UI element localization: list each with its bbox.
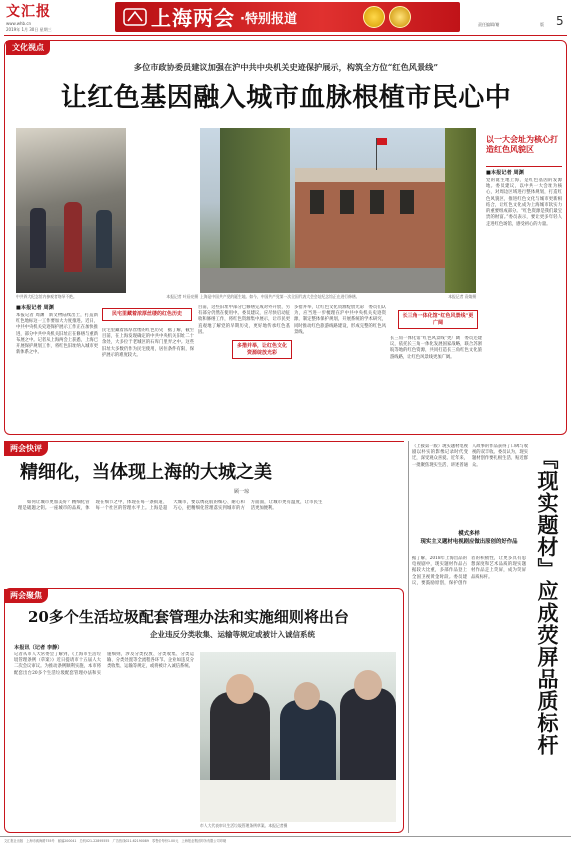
commentary-headline: 精细化，当体现上海的大城之美 (20, 462, 272, 483)
right-column-divider (408, 441, 409, 833)
newspaper-logo: 文汇报 (6, 4, 51, 20)
page-number: 5 (556, 14, 564, 28)
culture-headline: 让红色基因融入城市血脉根植市民心中 (60, 83, 512, 113)
banner-title: 上海两会 (151, 6, 235, 30)
first-congress-site-photo (200, 128, 476, 293)
page-editor: 责任编辑/谢 (478, 22, 500, 27)
memorial-visitors-photo (16, 128, 126, 293)
page-label: 版 (540, 22, 544, 27)
culture-reporter: ■本报记者 周渊 (16, 305, 54, 311)
npc-deputies-photo (200, 652, 396, 822)
garbage-body: 记者从市人大常委会了解到，《上海市生活垃圾管理条例（草案）》近日提请市十五届人大二次会议审议。为推动条例顺利实施，本市将配套出台20多个生活垃圾配套管理办法和实施细则，涉及分类投放、分类收集、分类运输、分类处置等全流程各环节。企业如违反分类收集、运输等规定，或将被计入诚信系统。 (14, 652, 194, 676)
commentary-author: 顾一琼 (234, 489, 250, 495)
commentary-body: 如何让城市更加美好？精细化管理是破题之钥。一座城市的品质，体现在细节之中，体现在每一条街道、每一个社区的管理水平上。上海是超大城市，要以绣花般的细心、耐心和巧心，把精细化管理落实到城市的方方面面，让城市更有温度，让市民生活更加便利。 (18, 500, 323, 512)
culture-section-tag: 文化视点 (6, 41, 50, 55)
national-emblem-icon (363, 6, 385, 28)
side-reporter: ■本报记者 周渊 (486, 170, 524, 176)
cppcc-emblem-icon (389, 6, 411, 28)
commentary-tag: 两会快评 (4, 442, 48, 456)
drama-vertical-title: 『现实题材』应成荧屏品质标杆 (535, 448, 560, 756)
culture-kicker: 多位市政协委员建议加强在沪中共中央机关史迹保护展示，构筑全方位“红色风景线” (133, 62, 439, 72)
garbage-photo-caption: 市人大代表审议生活垃圾管理条例草案。本报记者摄 (200, 823, 288, 828)
page-footer: 文汇报社出版 上海市威海路755号 邮编200041 总机021-22895555 广告热线021-62190089 零售价每份1.00元 上海报业集团印务有限公司印刷 (0, 836, 571, 851)
subhead-box-measures: 多措并举，让红色文化资源绽放光彩 (232, 340, 292, 359)
garbage-section-tag: 两会聚焦 (4, 589, 48, 603)
photo1-caption: 中共四大纪念馆内参观者络绎不绝。 (16, 294, 77, 299)
masthead-rule (4, 35, 567, 36)
photo2-caption: 上海是中国共产党的诞生地。如今，中国共产党第一次全国代表大会会址纪念馆正在进行修缮。 (200, 294, 360, 299)
two-sessions-logo-icon (123, 8, 147, 26)
side-article-body: 党的诞生地上海，是红色基因的发源地。委员建议，以中共一大会址为核心，对周边区域进行整体规划，打造红色风貌区，推进红色文化与城市更新相结合，让红色文化成为上海城市软实力的重要组成部分。“红色资源是我们最宝贵的财富。”委员表示，要让更多年轻人走进红色场馆，感受初心的力量。 (486, 178, 562, 227)
side-article-title: 以一大会址为核心打造红色风貌区 (486, 134, 558, 154)
masthead (0, 0, 571, 36)
drama-body-bottom: 据了解，2018年上海出品的电视剧中，现实题材作品占据较大比重，多部作品登上全国卫视黄金时段。委员建议，要鼓励原创，保护创作者的积极性，让更多具有思想深度和艺术品质的现实题材作品走上荧屏，成为荧屏品质标杆。 (412, 556, 526, 586)
drama-body-top: （上接第一版）现实题材电视剧以朴实的影像记录时代变迁，深受观众喜爱。近年来，一批聚焦现实生活、讲述普通人故事的作品获得了口碑与收视的双丰收。委员认为，现实题材创作要扎根生活、贴近群众。 (412, 444, 528, 468)
culture-body-col5: 长三角一体化馆“红色风景线”更广阔 委员还建议，依托长三角一体化发展国家战略，联合苏浙皖等地的红色资源，共同打造长三角红色文化旅游线路，让红色风景线更加广阔。 (390, 336, 482, 360)
subhead-box-residences: 民宅里藏着浓厚丝缕的红色历史 (102, 308, 192, 321)
culture-body-col2: 民宅里藏着浓厚丝缕的红色历史 据了解，截至目前，在上海发现确定的中共中央机关旧址二十余处，大多位于老城区的石库门里弄之中。这些旧址大多数仍作为民宅使用，居住条件有限，保护展示的难度较大。 (102, 328, 194, 358)
commentary-top-rule (4, 441, 404, 442)
side-title-rule (486, 166, 562, 167)
garbage-subheadline: 企业违反分类收集、运输等规定或被计入诚信系统 (150, 630, 315, 639)
culture-body-col4: 多措并举，让红色文化资源绽放光彩 委员们认为，应当进一步梳理在沪中共中央机关史迹资源，制定整体保护规划，开展系统的学术研究，同时推动红色旅游线路建设，形成完整的红色风景线。 (294, 305, 386, 335)
issue-date: 2019年 1月 30日 星期三 (6, 27, 52, 32)
culture-body-col3: 目前，这些旧址中部分已修缮完成对外开放，另有部分仍然在使用中。委员建议，应尽快启动征收和修缮工作，将红色资源集中展示，让市民更直观地了解党的早期历史，更好地传承红色基因。 (198, 305, 290, 335)
banner-subtitle: ·特别报道 (240, 12, 297, 27)
drama-subhead: 模式多样 现实主义题材电视剧应做出原创的好作品 (420, 531, 518, 546)
culture-body-col1: 本报记者 周渊 新文物陆续出土，打造新红色地标这一工作要加大力度推进。近日，中共中央机关史迹保护展示工作正在加快推进，部分中共中央机关旧址正在修缮与重新布展之中。记者从上海两会上获悉，上海已开展保护规划工作，将红色旧址纳入城市更新体系之中。 (16, 313, 98, 356)
photo2-credit: 本报记者 袁婧摄 (448, 294, 476, 299)
garbage-headline: 20多个生活垃圾配套管理办法和实施细则将出台 (28, 608, 349, 626)
site-url: www.whb.cn (6, 21, 32, 26)
garbage-reporter: 本报讯（记者 李静） (14, 645, 63, 651)
photo1-credit: 本报记者 叶辰亮摄 (166, 294, 198, 299)
special-report-banner (115, 2, 460, 32)
subhead-box-yangtze-delta: 长三角一体化馆“红色风景线”更广阔 (398, 310, 478, 329)
